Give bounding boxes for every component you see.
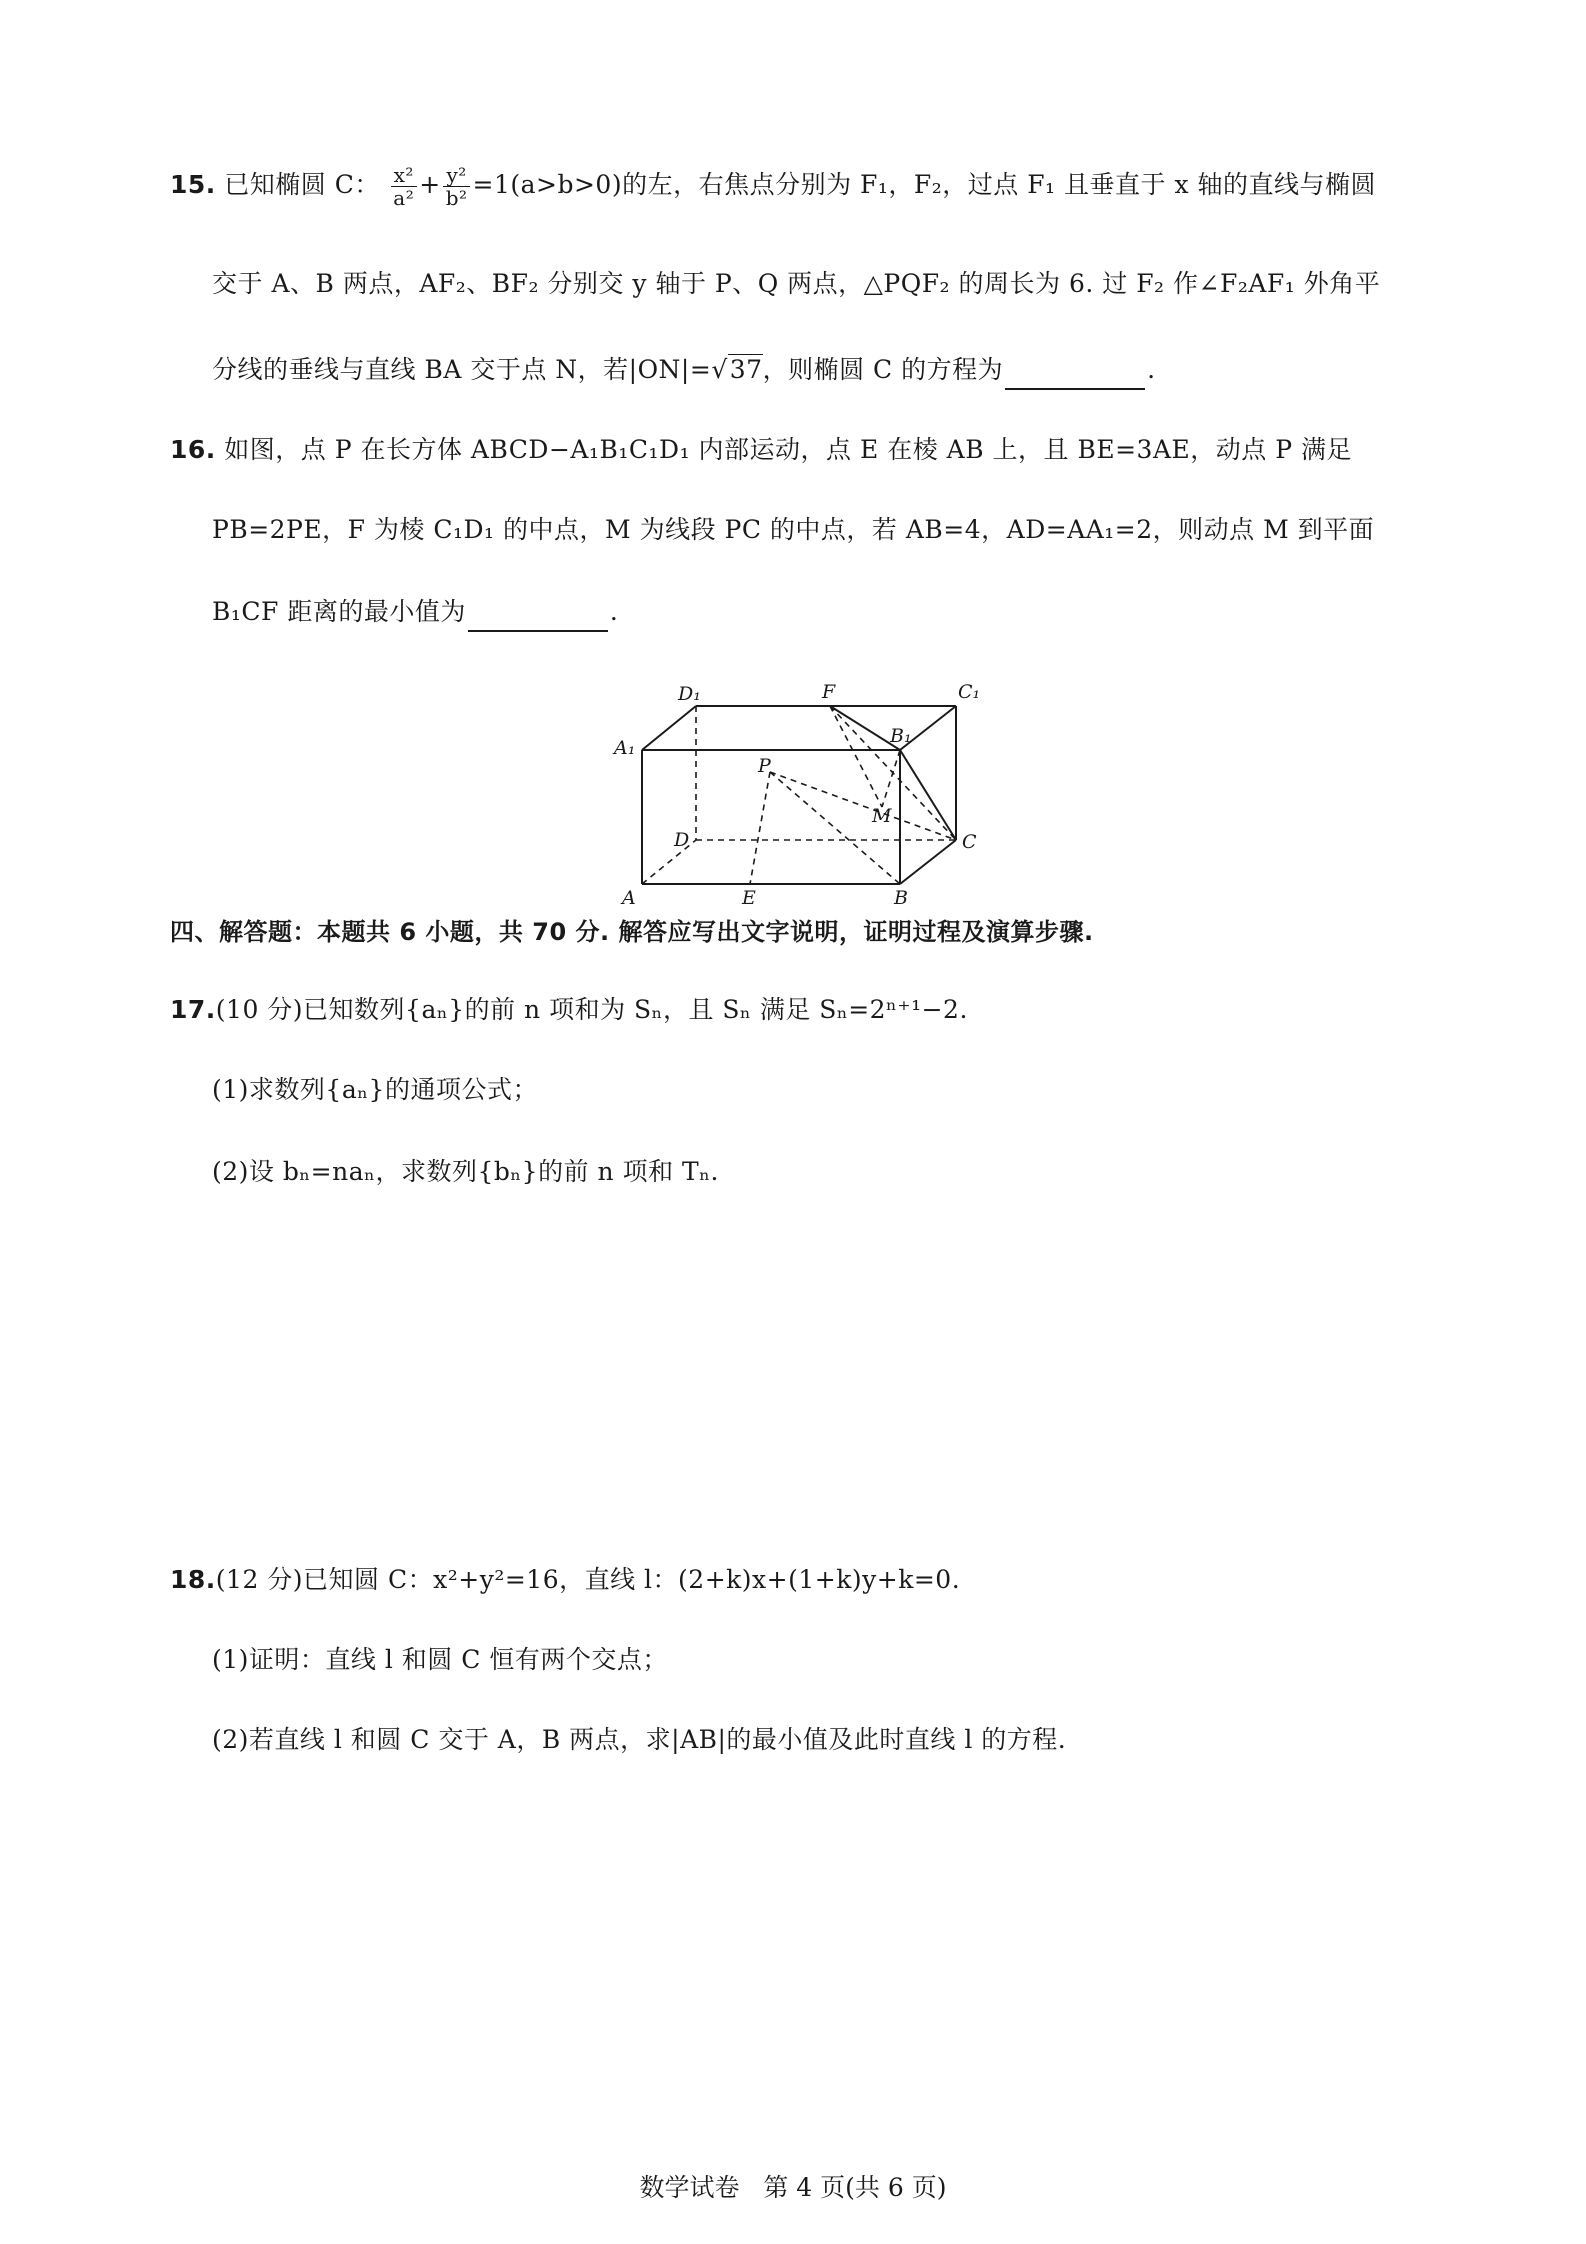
q16-period: . [609,597,619,626]
q16-text-1: 如图，点 P 在长方体 ABCD−A₁B₁C₁D₁ 内部运动，点 E 在棱 AB 上，且 BE=3AE，动点 P 满足 [224,435,1352,464]
sqrt-symbol: √ [711,355,728,384]
label-C1: C₁ [958,681,981,703]
page-footer: 数学试卷 第 4 页(共 6 页) [639,2173,947,2202]
q15-text-3b: ，则椭圆 C 的方程为 [762,355,1004,384]
q18-part2: (2)若直线 l 和圆 C 交于 A，B 两点，求|AB|的最小值及此时直线 l 的方程. [212,1725,1067,1754]
q15-fraction-x [390,164,417,209]
q16-text-3a: B₁CF 距离的最小值为 [212,597,466,626]
edge-a1d1 [642,706,696,750]
q15-frac1-numerator: x² [391,164,417,187]
q17-text: (10 分)已知数列{aₙ}的前 n 项和为 Sₙ，且 Sₙ 满足 Sₙ=2ⁿ⁺¹−2. [215,995,968,1024]
label-D: D [674,829,690,851]
segment-b1m-dashed [882,750,900,807]
segment-fm-dashed [830,706,882,807]
q16-line1 [170,430,1352,470]
sqrt-radicand: 37 [729,355,763,384]
q17-part2: (2)设 bₙ=naₙ，求数列{bₙ}的前 n 项和 Tₙ. [212,1157,719,1186]
label-M: M [872,805,892,827]
q15-text-3a: 分线的垂线与直线 BA 交于点 N，若|ON|= [212,355,712,384]
q18-part1: (1)证明：直线 l 和圆 C 恒有两个交点； [212,1645,668,1674]
label-B: B [894,887,908,909]
cuboid-figure [600,672,1000,912]
q18-text: (12 分)已知圆 C：x²+y²=16，直线 l：(2+k)x+(1+k)y+k=0. [215,1565,961,1594]
segment-pb-dashed [770,772,900,884]
q15-text-1a: 已知椭圆 C： [224,170,380,199]
label-C: C [962,831,977,853]
q17-number: 17. [170,995,216,1024]
edge-bc [900,840,956,884]
q15-answer-blank[interactable] [1005,364,1145,390]
q16-number: 16. [170,435,216,464]
q15-line1 [170,164,1376,209]
q15-frac2-denominator: b² [445,186,468,210]
q15-fraction-y [443,164,471,209]
label-F: F [822,681,836,703]
section-heading: 四、解答题：本题共 6 小题，共 70 分. 解答应写出文字说明，证明过程及演算步骤. [170,918,1094,946]
segment-b1c [900,750,956,840]
q15-text-1b: =1(a>b>0)的左，右焦点分别为 F₁，F₂，过点 F₁ 且垂直于 x 轴的直线与椭圆 [472,170,1377,199]
q16-line3 [212,592,618,632]
label-B1: B₁ [890,725,912,747]
q17-stem [170,990,968,1030]
label-A: A [622,887,636,909]
q15-line3 [212,350,1156,390]
q15-plus: + [419,170,441,199]
segment-pe-dashed [750,772,770,884]
q15-frac1-denominator: a² [393,186,415,210]
segment-pc-dashed [770,772,956,840]
label-E: E [742,887,756,909]
q16-line2: PB=2PE，F 为棱 C₁D₁ 的中点，M 为线段 PC 的中点，若 AB=4，AD=AA₁=2，则动点 M 到平面 [212,515,1375,544]
q15-period: . [1147,355,1156,384]
label-D1: D₁ [678,683,701,705]
label-A1: A₁ [614,737,636,759]
label-P: P [758,755,771,777]
q15-number: 15. [170,170,216,199]
q18-number: 18. [170,1565,216,1594]
q15-line2: 交于 A、B 两点，AF₂、BF₂ 分别交 y 轴于 P、Q 两点，△PQF₂ 的周长为 6. 过 F₂ 作∠F₂AF₁ 外角平 [212,269,1381,298]
q15-frac2-numerator: y² [443,164,469,187]
q16-answer-blank[interactable] [468,606,608,632]
q17-part1: (1)求数列{aₙ}的通项公式； [212,1075,538,1104]
q18-stem [170,1560,960,1600]
